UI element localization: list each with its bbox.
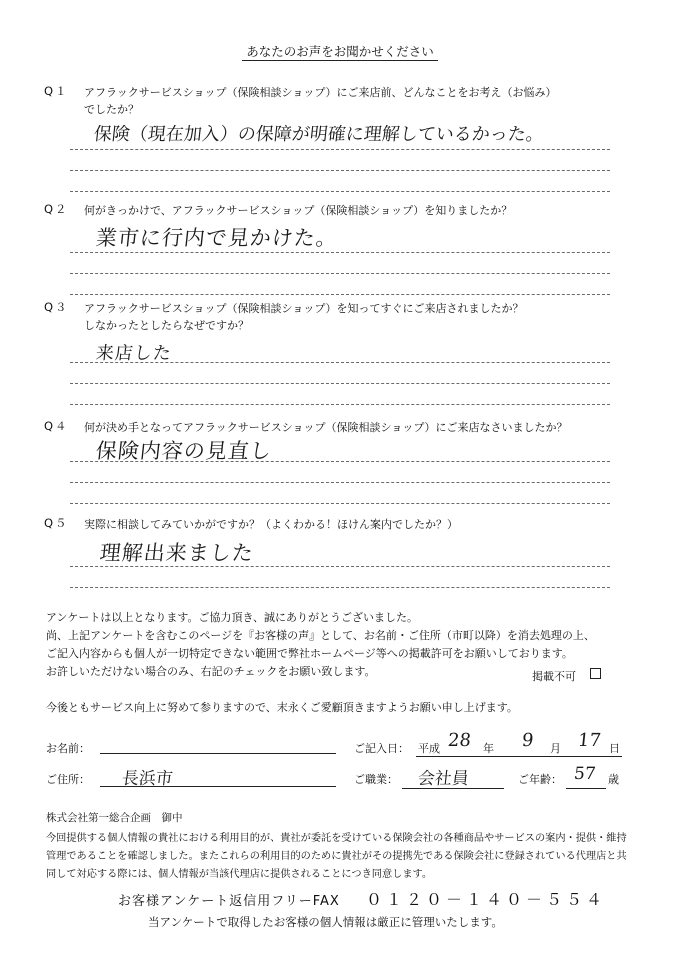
closing-line-2: 尚、上記アンケートを含むこのページを『お客様の声』として、お名前・ご住所（市町以降）を消去処理の上、: [46, 629, 595, 642]
q4-answer-line-1: [70, 461, 610, 462]
q3-answer-line-3: [70, 404, 610, 405]
q1-answer[interactable]: 保険（現在加入）の保障が明確に理解しているかった。: [92, 124, 545, 145]
q3-answer-line-2: [70, 383, 610, 384]
date-year-value[interactable]: 28: [446, 730, 473, 751]
job-underline: [402, 788, 504, 789]
date-era: 平成: [418, 742, 440, 755]
address-underline: [100, 786, 336, 787]
date-month-unit: 月: [550, 742, 561, 755]
privacy-line-1: 今回提供する個人情報の貴社における利用目的が、貴社が委託を受けている保険会社の各種商品やサービスの案内・提供・維持: [46, 833, 627, 844]
name-underline: [100, 753, 336, 754]
future-message: 今後ともサービス向上に努めて参りますので、末永くご愛顧頂きますようお願い申し上げます。: [46, 701, 518, 714]
q5-number: Q５: [44, 516, 69, 530]
q2-text-line1: 何がきっかけで、アフラックサービスショップ（保険相談ショップ）を知りましたか？: [84, 204, 513, 217]
date-day-unit: 日: [609, 742, 620, 755]
age-unit: 歳: [608, 773, 619, 786]
q4-number: Q４: [44, 419, 69, 433]
q5-answer-line-2: [70, 587, 610, 588]
q1-answer-line-3: [70, 191, 610, 192]
closing-line-4: お許しいただけない場合のみ、右記のチェックをお願い致します。: [46, 665, 376, 678]
privacy-line-2: 管理であることを確認しました。またこれらの利用目的のために貴社がその提携先である保険会社に登録されている代理店と共: [46, 851, 627, 862]
privacy-line-3: 同して対応する際には、個人情報が当該代理店に提供されることにつき同意します。: [46, 869, 433, 880]
page-title: あなたのお声をお聞かせください: [0, 42, 680, 60]
q1-answer-line-1: [70, 149, 610, 150]
date-day-value[interactable]: 17: [576, 730, 603, 751]
q2-number: Q２: [44, 202, 69, 216]
q3-text-line2: しなかったとしたらなぜですか？: [84, 319, 249, 332]
q5-answer[interactable]: 理解出来ました: [98, 541, 256, 565]
q1-answer-line-2: [70, 170, 610, 171]
privacy-notice: 当アンケートで取得したお客様の個人情報は厳正に管理いたします。: [148, 915, 503, 929]
q4-answer-line-3: [70, 503, 610, 504]
q2-answer-line-2: [70, 273, 610, 274]
q3-text-line1: アフラックサービスショップ（保険相談ショップ）を知ってすぐにご来店されましたか？: [84, 302, 524, 315]
job-label: ご職業：: [354, 773, 398, 786]
closing-line-1: アンケートは以上となります。ご協力頂き、誠にありがとうございました。: [46, 611, 419, 624]
company-name: 株式会社第一総合企画 御中: [46, 812, 183, 824]
q1-text-line1: アフラックサービスショップ（保険相談ショップ）にご来店前、どんなことをお考え（お悩み）: [84, 86, 557, 99]
no-publish-checkbox[interactable]: [590, 668, 601, 681]
q4-text-line1: 何が決め手となってアフラックサービスショップ（保険相談ショップ）にご来店なさいましたか？: [84, 421, 568, 434]
age-value[interactable]: 57: [572, 764, 597, 784]
q5-text-line1: 実際に相談してみていかがですか？（よくわかる！ほけん案内でしたか？）: [84, 518, 458, 531]
q2-answer-line-1: [70, 252, 610, 253]
q1-number: Q１: [44, 84, 69, 98]
q3-number: Q３: [44, 300, 69, 314]
job-value[interactable]: 会社員: [416, 769, 470, 789]
no-publish-label: 掲載不可: [532, 670, 576, 683]
q2-answer[interactable]: 業市に行内で見かけた。: [94, 226, 340, 250]
date-month-value[interactable]: 9: [520, 730, 535, 751]
q4-answer[interactable]: 保険内容の見直し: [94, 439, 274, 463]
q5-answer-line-1: [70, 566, 610, 567]
age-label: ご年齢：: [518, 773, 562, 786]
date-underline: [416, 756, 622, 757]
address-value[interactable]: 長浜市: [120, 769, 174, 789]
q4-answer-line-2: [70, 482, 610, 483]
closing-line-3: ご記入内容からも個人が一切特定できない範囲で弊社ホームページ等への掲載許可をお願いしております。: [46, 647, 573, 660]
address-label: ご住所：: [46, 773, 90, 786]
fax-label: お客様アンケート返信用フリーFAX: [118, 894, 340, 909]
q3-answer-line-1: [70, 362, 610, 363]
q3-answer[interactable]: 来店した: [94, 343, 173, 364]
name-label: お名前：: [46, 742, 90, 755]
age-underline: [566, 788, 606, 789]
date-year-unit: 年: [483, 742, 494, 755]
fax-number[interactable]: ０１２０－１４０－５５４: [366, 890, 607, 909]
q2-answer-line-3: [70, 294, 610, 295]
date-label: ご記入日：: [354, 742, 409, 755]
q1-text-line2: でしたか？: [84, 103, 139, 116]
